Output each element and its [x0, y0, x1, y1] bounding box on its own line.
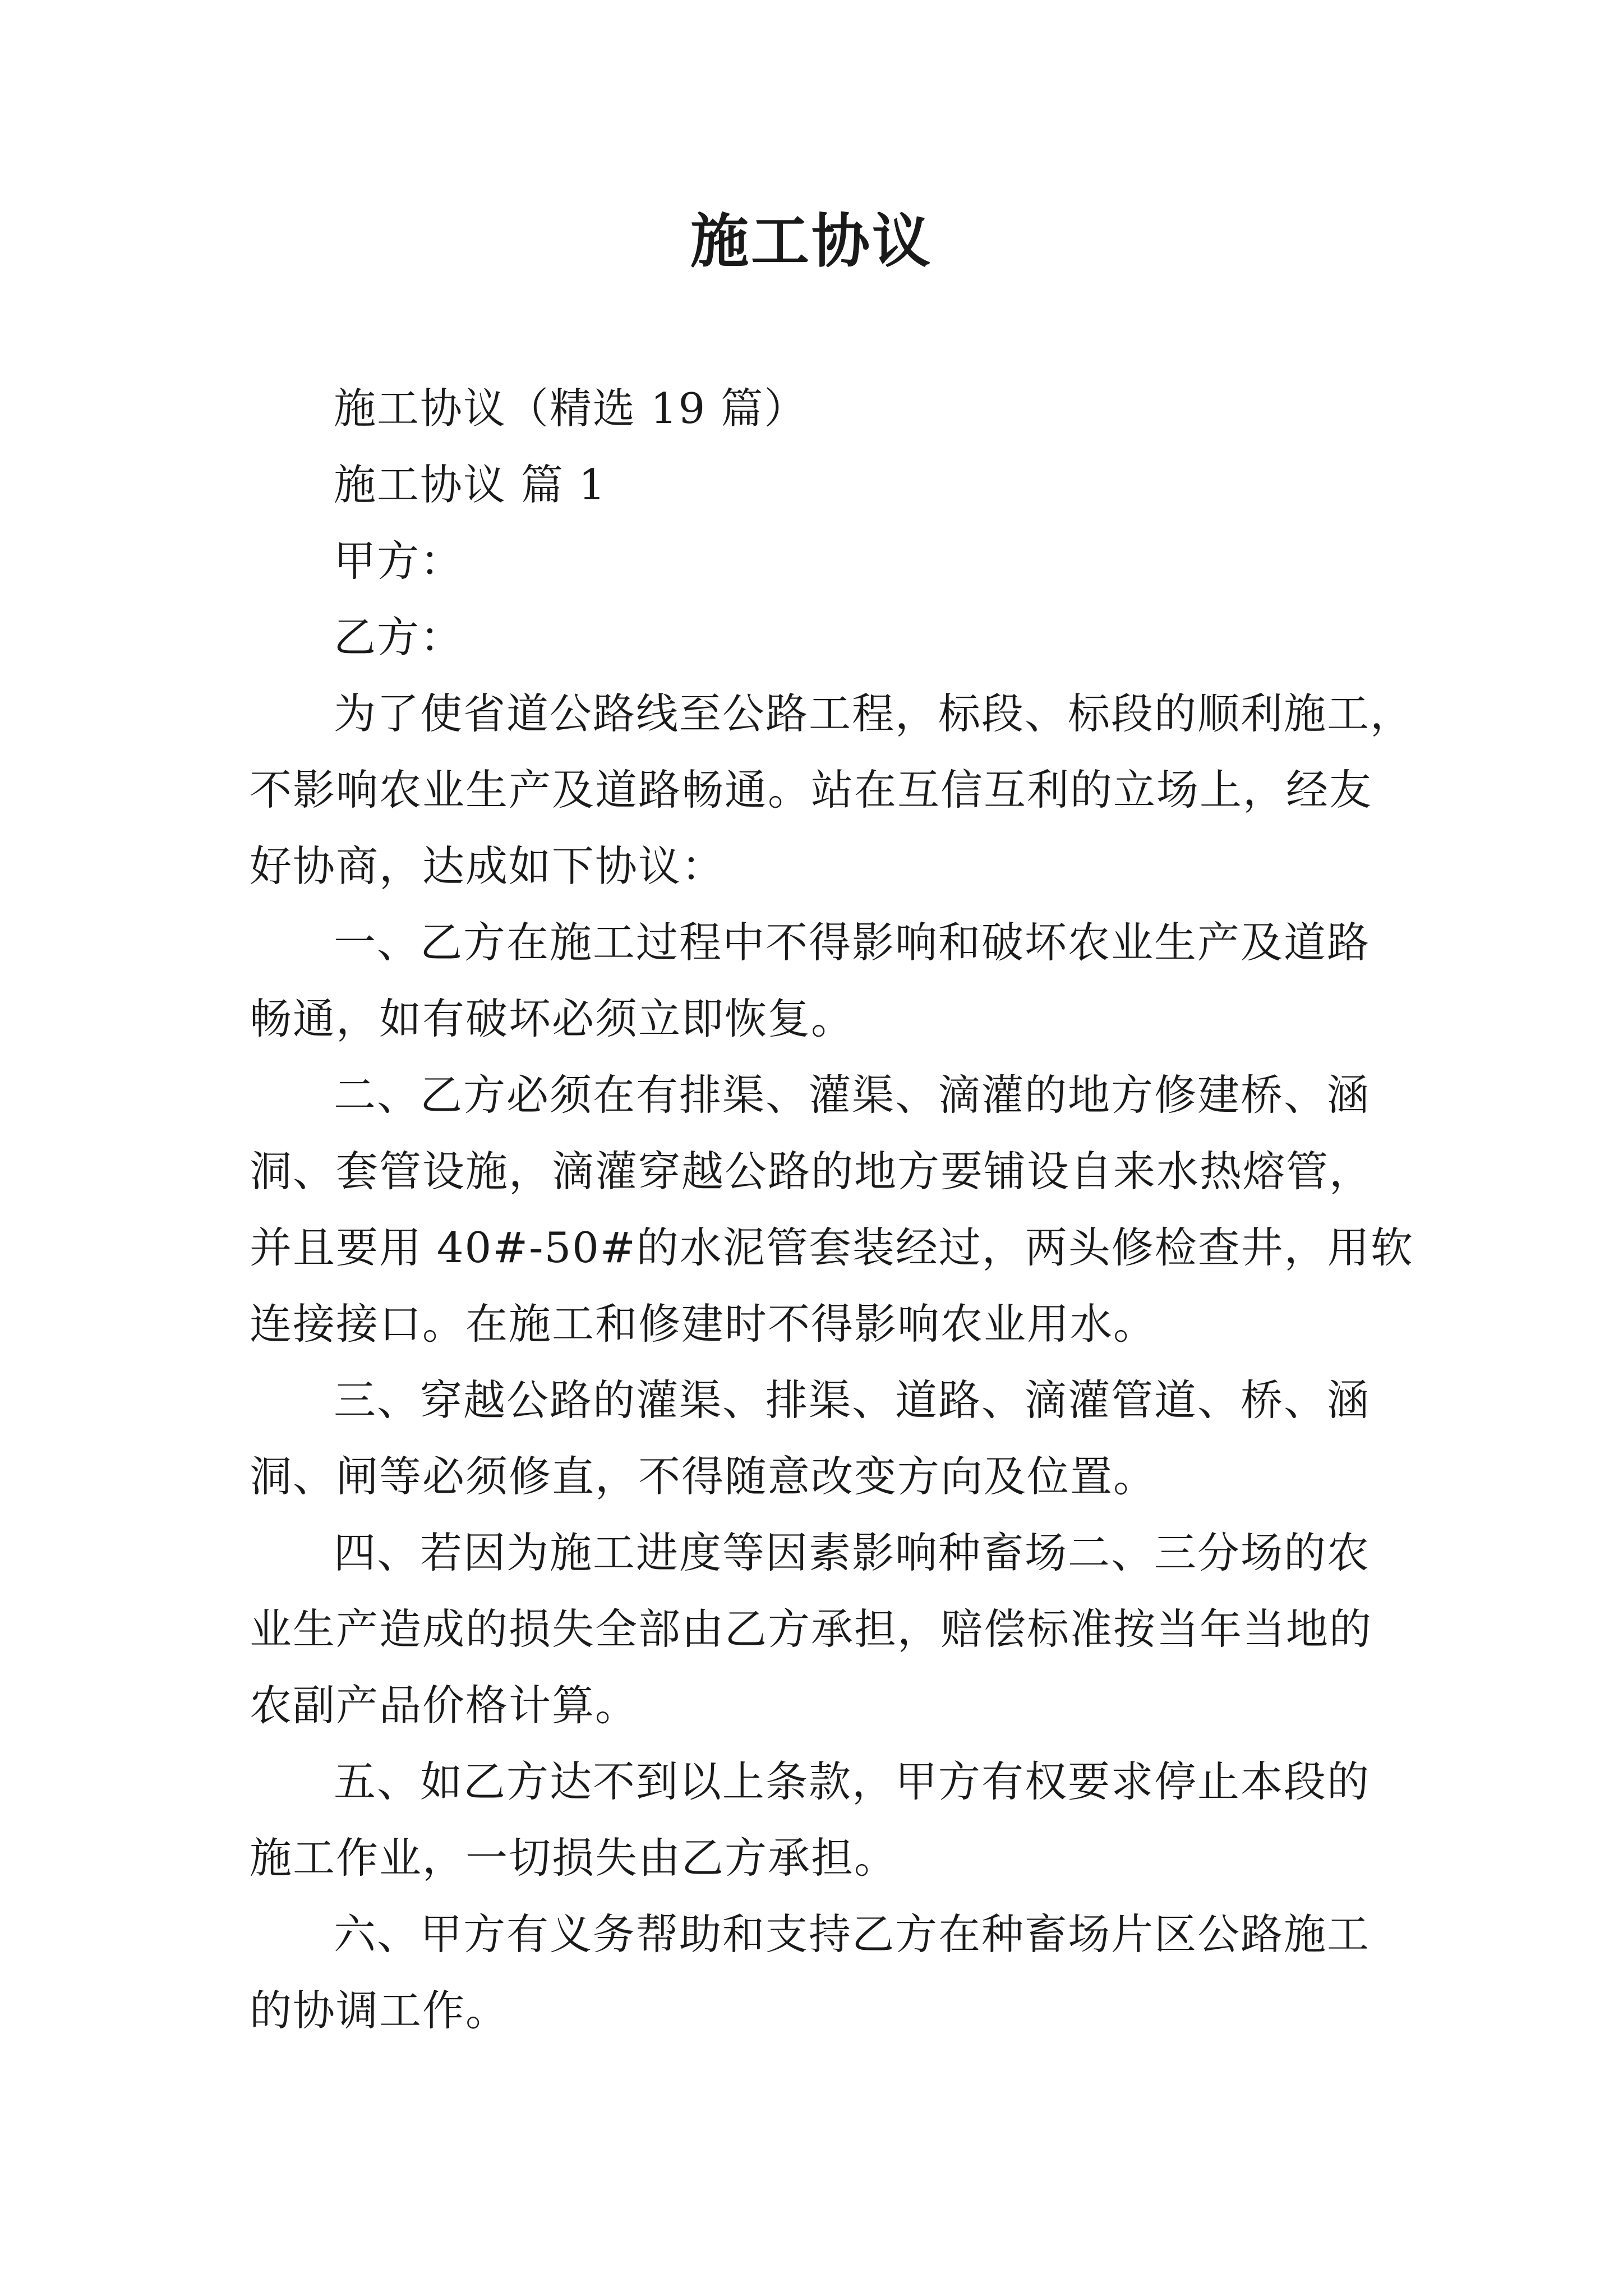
body-line: 不影响农业生产及道路畅通。站在互信互利的立场上，经友 [250, 765, 1373, 815]
body-line: 二、乙方必须在有排渠、灌渠、滴灌的地方修建桥、涵 [334, 1070, 1371, 1120]
document-title: 施工协议 [690, 206, 933, 275]
body-line: 甲方： [334, 536, 464, 586]
body-line: 洞、闸等必须修直，不得随意改变方向及位置。 [250, 1452, 1157, 1501]
body-line: 施工协议（精选 19 篇） [334, 384, 808, 433]
body-line: 乙方： [334, 613, 464, 662]
body-line: 的协调工作。 [250, 1986, 509, 2035]
body-line: 洞、套管设施，滴灌穿越公路的地方要铺设自来水热熔管， [250, 1147, 1373, 1196]
body-line: 畅通，如有破坏必须立即恢复。 [250, 994, 855, 1043]
document-body [250, 370, 1414, 2049]
body-line: 三、穿越公路的灌渠、排渠、道路、滴灌管道、桥、涵 [334, 1375, 1371, 1425]
body-line: 施工作业，一切损失由乙方承担。 [250, 1833, 898, 1883]
body-line: 农副产品价格计算。 [250, 1681, 639, 1730]
body-line: 业生产造成的损失全部由乙方承担，赔偿标准按当年当地的 [250, 1604, 1373, 1654]
body-line: 并且要用 40#-50#的水泥管套装经过，两头修检查井，用软 [250, 1223, 1414, 1272]
body-line: 好协商，达成如下协议： [250, 841, 725, 891]
body-line: 五、如乙方达不到以上条款，甲方有权要求停止本段的 [334, 1757, 1371, 1806]
body-line: 六、甲方有义务帮助和支持乙方在种畜场片区公路施工 [334, 1910, 1371, 1959]
body-line: 一、乙方在施工过程中不得影响和破坏农业生产及道路 [334, 918, 1371, 967]
body-line: 四、若因为施工进度等因素影响种畜场二、三分场的农 [334, 1528, 1371, 1577]
body-line: 施工协议 篇 1 [334, 460, 607, 509]
body-line: 为了使省道公路线至公路工程，标段、标段的顺利施工， [334, 689, 1414, 738]
body-line: 连接接口。在施工和修建时不得影响农业用水。 [250, 1299, 1157, 1349]
